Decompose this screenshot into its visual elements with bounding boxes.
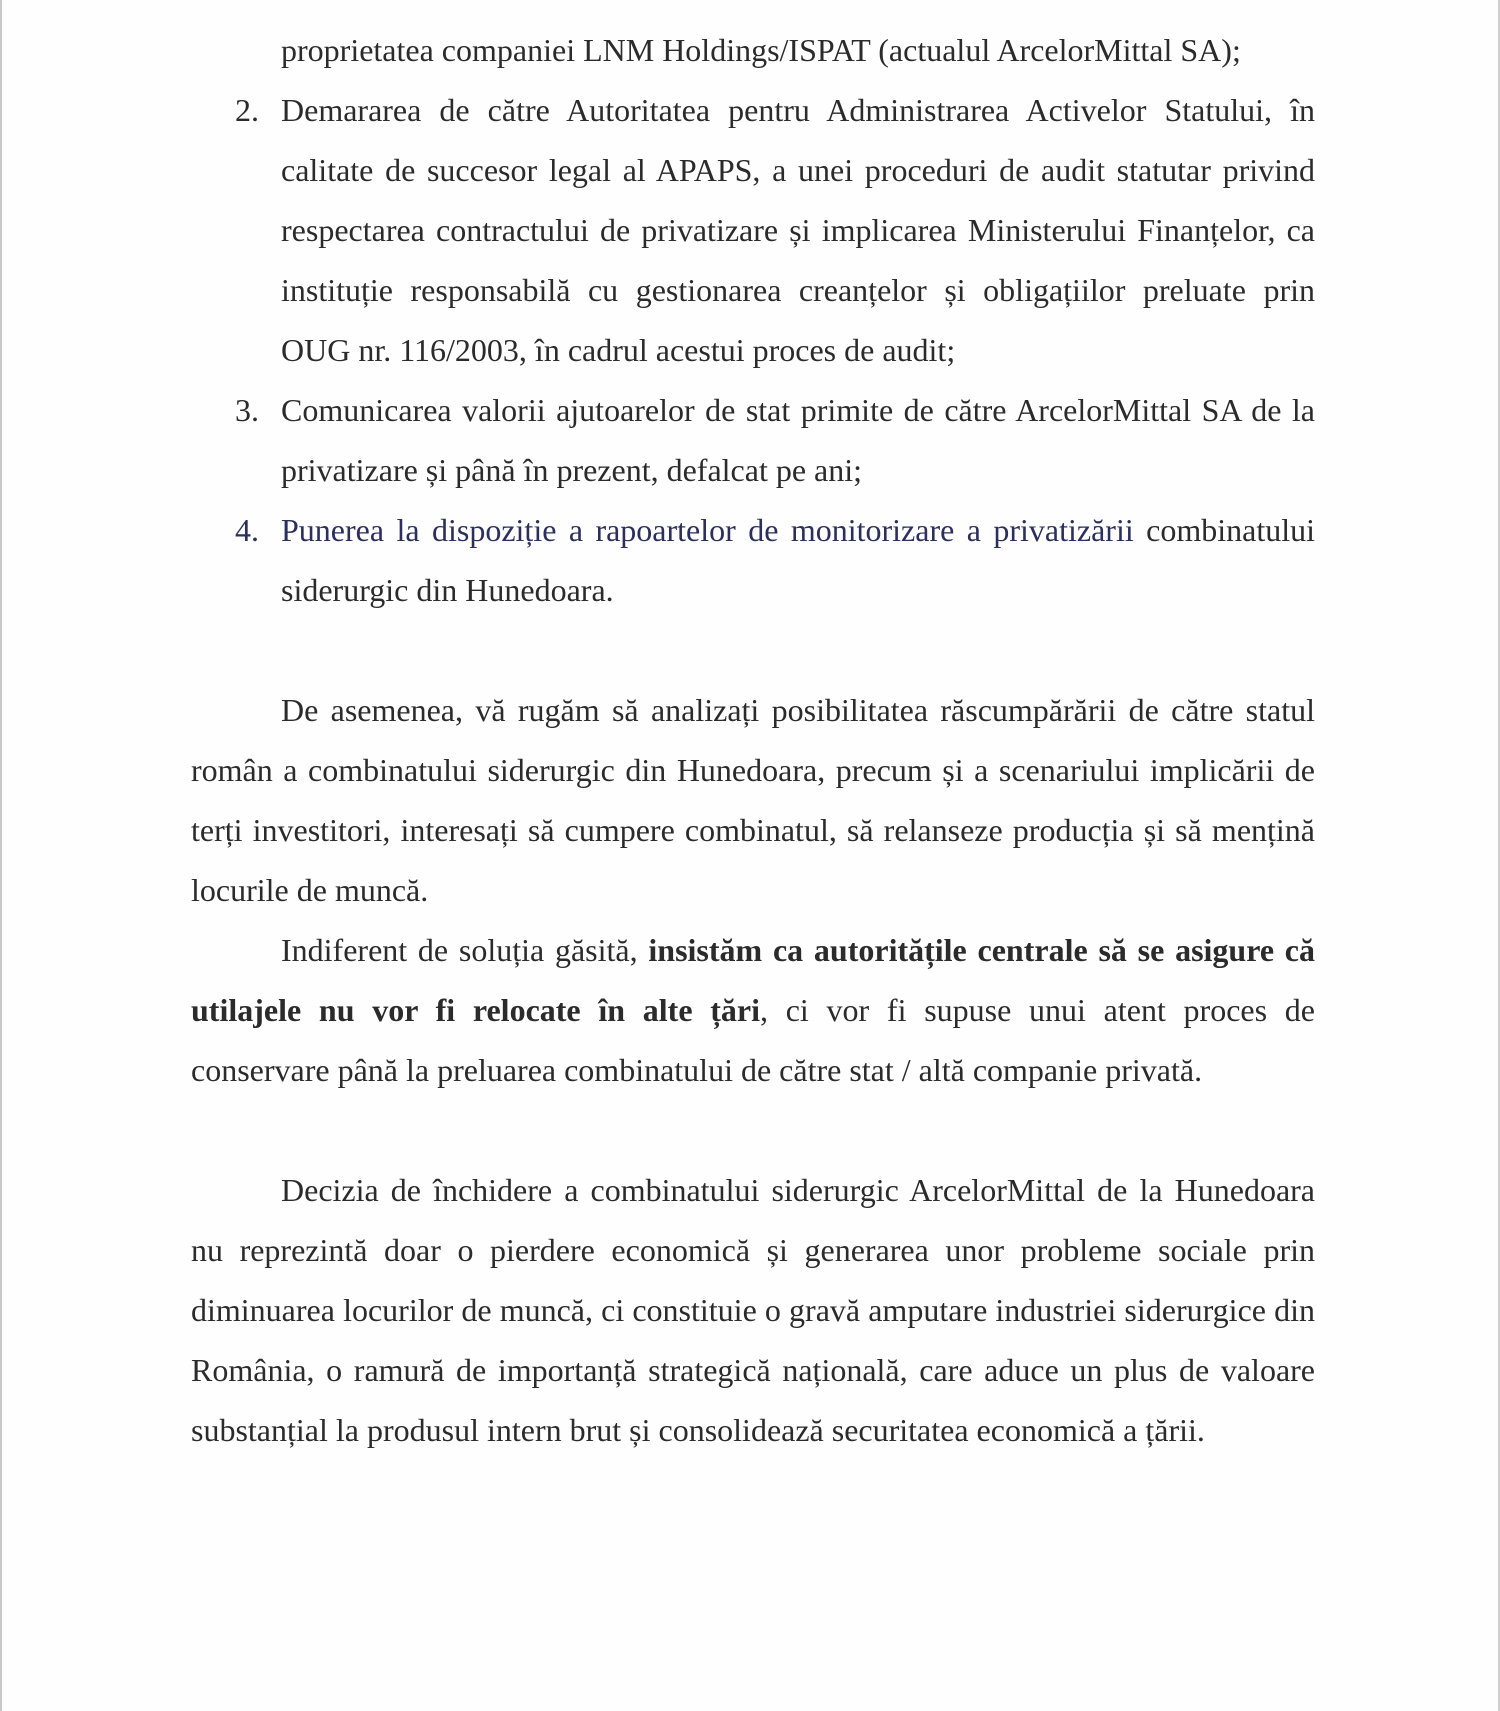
spacer	[191, 1100, 1315, 1160]
numbered-list	[191, 20, 1315, 620]
list-item-text-continuation: combinatului siderurgic din Hunedoara.	[281, 512, 1316, 608]
paragraph-text: Indiferent de soluția găsită,	[281, 932, 649, 968]
paragraph-equipment-conservation	[191, 920, 1315, 1100]
list-item-text: Demararea de către Autoritatea pentru Administrarea Activelor Statului, în calitate de succesor legal al APAPS, a unei proceduri de audit statutar privind respectarea contractului de privatizare și implicarea Ministerului Finanțelor, ca instituție responsabilă cu gestionarea creanțelor și obligațiilor preluate prin OUG nr. 116/2003, în cadrul acestui proces de audit;	[281, 92, 1315, 368]
list-item-4	[191, 500, 1315, 620]
list-item-number: 2.	[235, 92, 259, 128]
list-item-text: Punerea la dispoziție a rapoartelor de monitorizare a privatizării	[281, 512, 1134, 548]
paragraph-repurchase-request: De asemenea, vă rugăm să analizați posibilitatea răscumpărării de către statul român a combinatului siderurgic din Hunedoara, precum și a scenariului implicării de terți investitori, interesați să cumpere combinatul, să relanseze producția și să mențină locurile de muncă.	[191, 692, 1315, 908]
spacer	[191, 620, 1315, 680]
list-item-text: Comunicarea valorii ajutoarelor de stat primite de către ArcelorMittal SA de la privatizare și până în prezent, defalcat pe ani;	[281, 392, 1315, 488]
list-item-1-text: proprietatea companiei LNM Holdings/ISPAT (actualul ArcelorMittal SA);	[281, 32, 1241, 68]
list-item-1-continuation	[191, 20, 1315, 80]
list-item-number: 4.	[235, 512, 259, 548]
list-item-number: 3.	[235, 392, 259, 428]
paragraph-text: , ci vor fi supuse unui atent proces de conservare până la preluarea combinatului de către stat / altă companie privată.	[191, 992, 1316, 1088]
emphasized-text: insistăm ca autoritățile centrale să se asigure că utilajele nu vor fi relocate în alte țări	[191, 932, 1316, 1028]
list-item-3	[191, 380, 1315, 500]
paragraph-closure-impact: Decizia de închidere a combinatului siderurgic ArcelorMittal de la Hunedoara nu reprezintă doar o pierdere economică și generarea unor probleme sociale prin diminuarea locurilor de muncă, ci constituie o gravă amputare industriei siderurgice din România, o ramură de importanță strategică națională, care aduce un plus de valoare substanțial la produsul intern brut și consolidează securitatea economică a țării.	[191, 1172, 1315, 1448]
list-item-2	[191, 80, 1315, 380]
document-body	[191, 20, 1315, 1460]
